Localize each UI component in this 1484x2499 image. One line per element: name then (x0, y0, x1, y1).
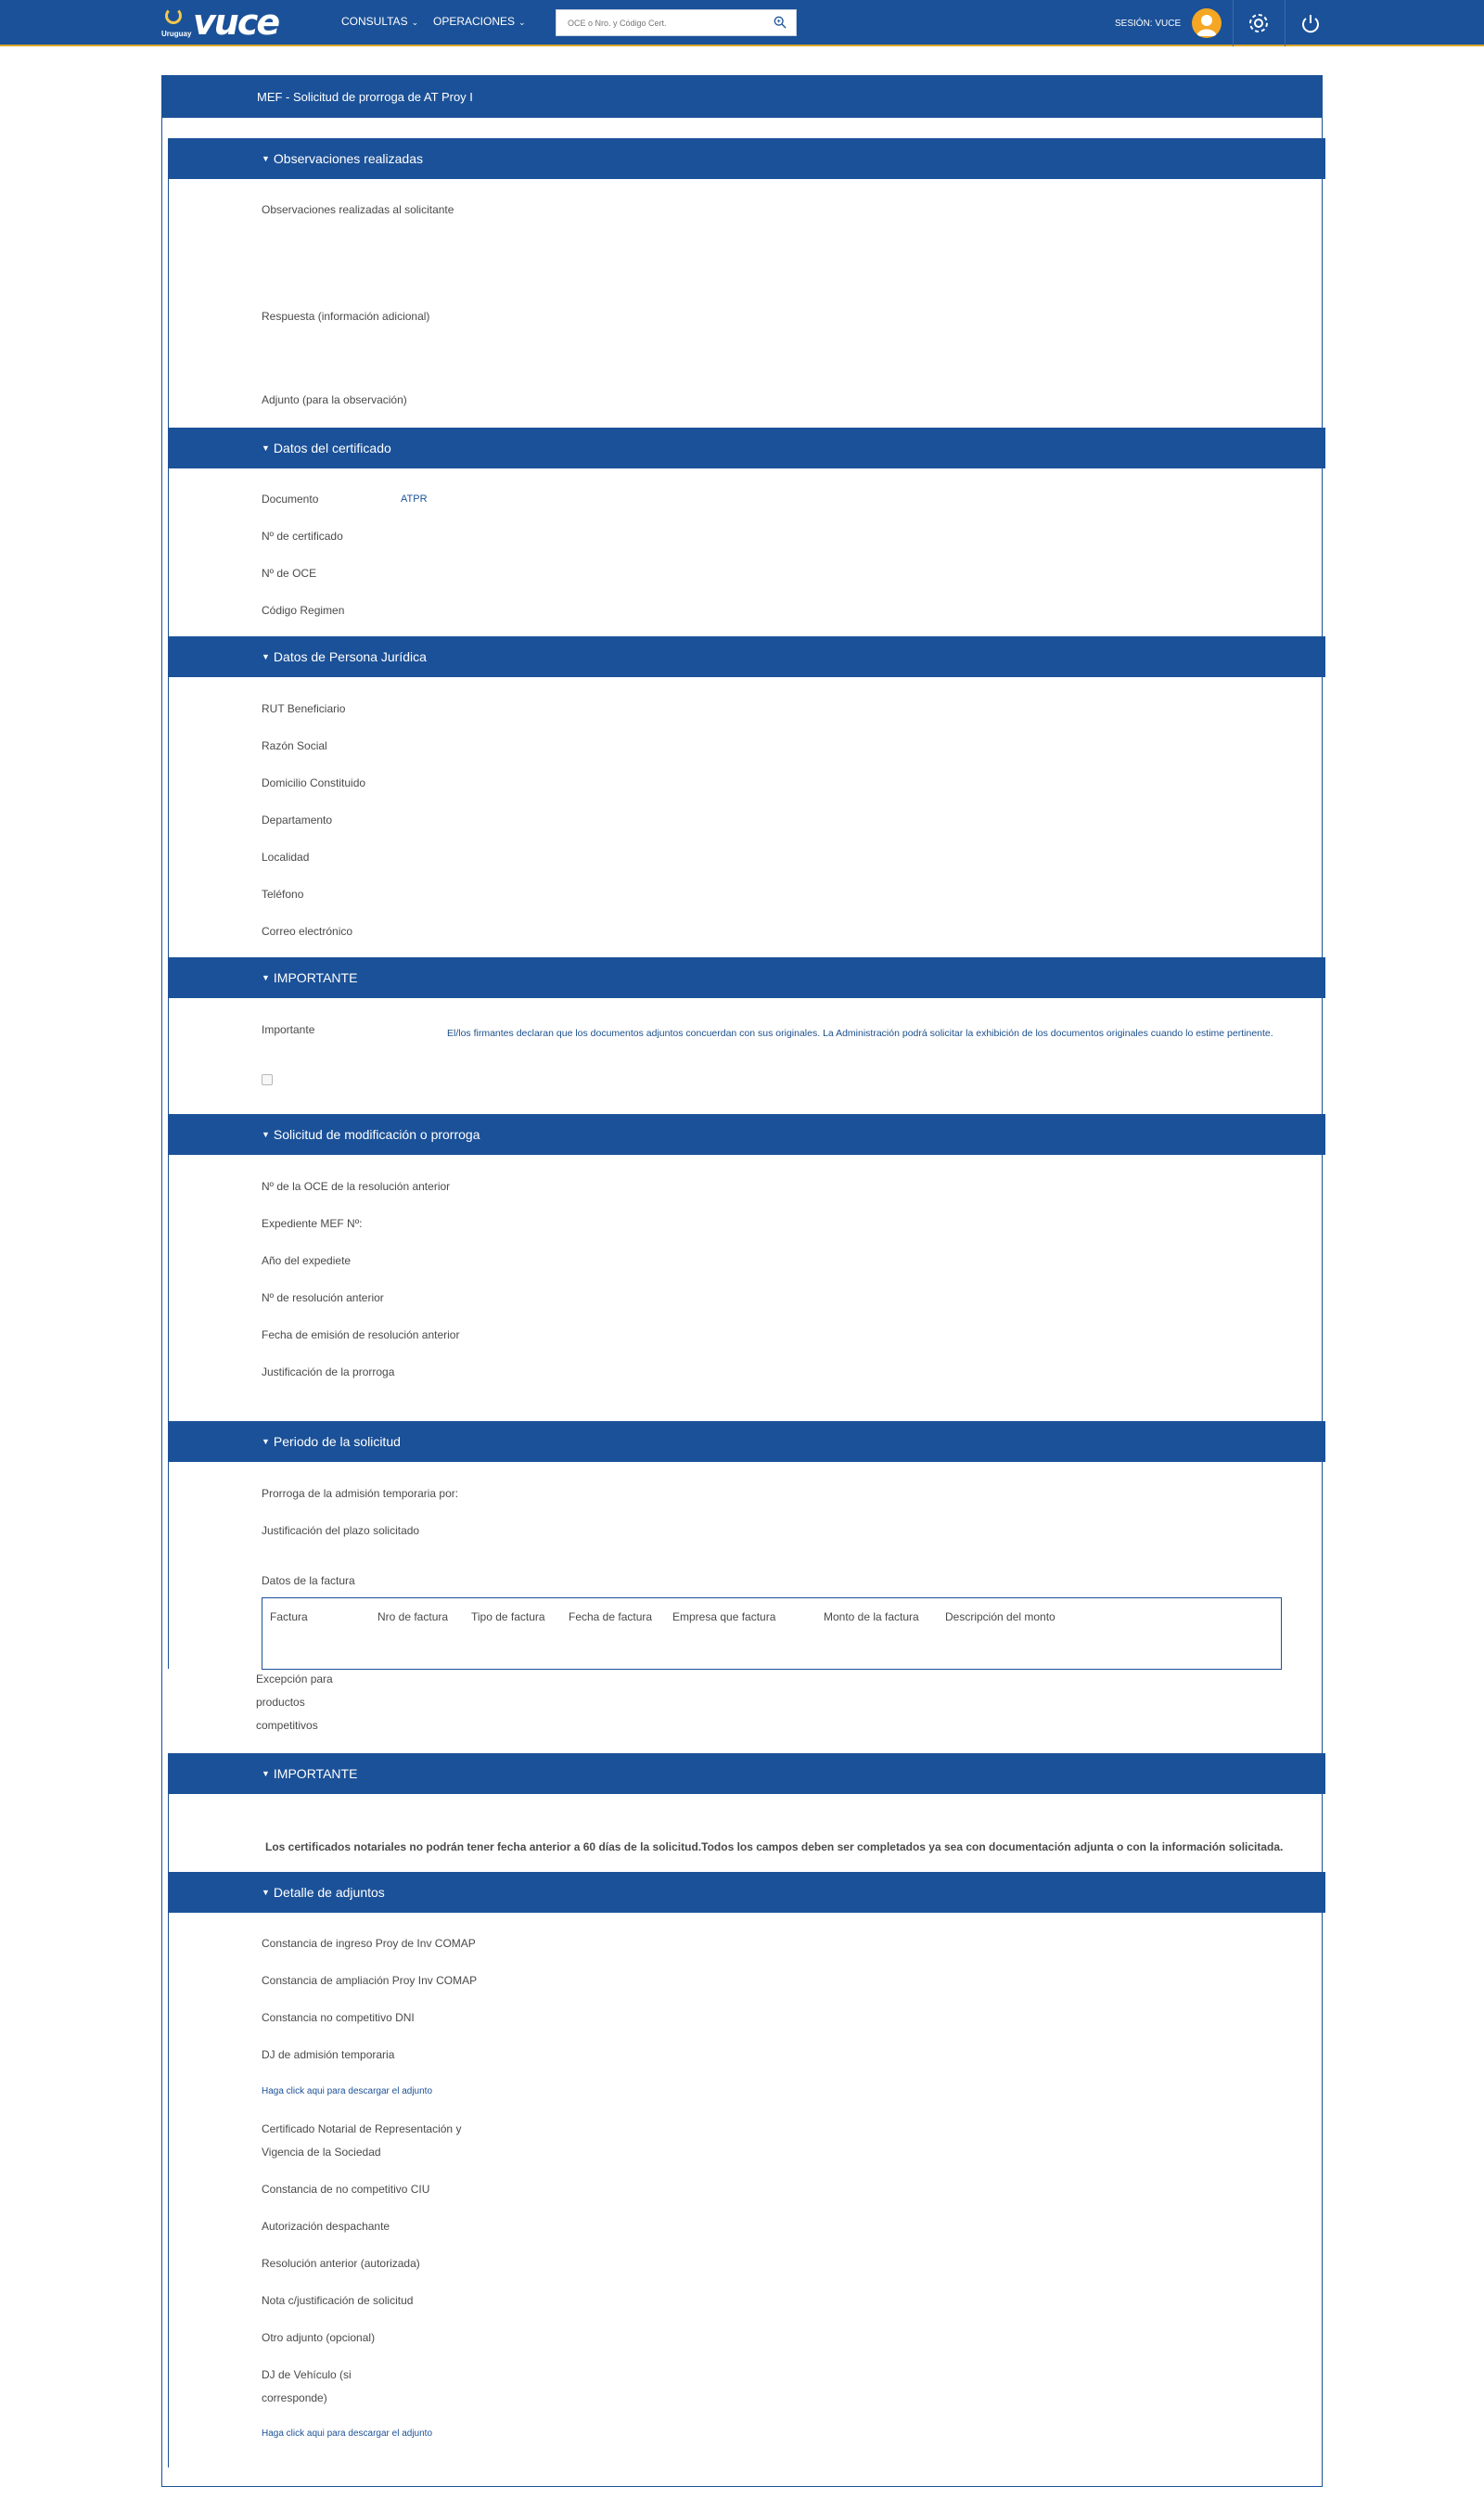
field-label: Documento (262, 493, 319, 506)
field-label: Justificación del plazo solicitado (262, 1524, 420, 1537)
section-title: IMPORTANTE (273, 970, 358, 985)
field-label: Año del expediete (262, 1254, 352, 1267)
field-label: Importante (262, 1023, 315, 1036)
sun-logo-icon (165, 7, 182, 24)
section-title: Detalle de adjuntos (273, 1885, 385, 1900)
inner-border-left-lower (168, 1753, 169, 2467)
vuce-logo[interactable] (158, 2, 297, 43)
nav-operaciones-label: OPERACIONES (433, 15, 516, 28)
attachment-label: Autorización despachante (262, 2220, 390, 2233)
attachment-label: Otro adjunto (opcional) (262, 2331, 376, 2344)
triangle-down-icon: ▼ (262, 154, 270, 163)
field-label: Expediente MEF Nº: (262, 1217, 363, 1230)
nav-operaciones[interactable] (433, 15, 526, 28)
nav-consultas-label: CONSULTAS (341, 15, 408, 28)
field-label: productos (256, 1696, 305, 1709)
attachment-label: Resolución anterior (autorizada) (262, 2257, 420, 2270)
search-icon[interactable] (774, 16, 787, 29)
field-label: Nº de OCE (262, 567, 317, 580)
attachment-label: DJ de Vehículo (si (262, 2368, 352, 2381)
table-header-cell: Fecha de factura (569, 1610, 653, 1623)
triangle-down-icon: ▼ (262, 1130, 270, 1139)
triangle-down-icon: ▼ (262, 1437, 270, 1446)
user-icon (1192, 8, 1222, 38)
section-observaciones-header[interactable] (169, 138, 1325, 179)
gear-icon[interactable] (1247, 11, 1271, 35)
user-avatar[interactable] (1192, 8, 1222, 38)
table-header-cell: Nro de factura (377, 1610, 449, 1623)
power-icon[interactable] (1298, 11, 1323, 35)
logo-wordmark: vuce (193, 2, 279, 43)
field-label: Nº de certificado (262, 530, 343, 543)
triangle-down-icon: ▼ (262, 1769, 270, 1778)
table-header-cell: Tipo de factura (471, 1610, 545, 1623)
download-attachment-link[interactable]: Haga click aqui para descargar el adjunto (262, 2086, 432, 2096)
attachment-label: Constancia de no competitivo CIU (262, 2183, 430, 2196)
field-label: Razón Social (262, 739, 327, 752)
field-label: RUT Beneficiario (262, 702, 346, 715)
attachment-label: Certificado Notarial de Representación y (262, 2122, 462, 2135)
triangle-down-icon: ▼ (262, 973, 270, 982)
field-label: Observaciones realizadas al solicitante (262, 203, 454, 216)
attachment-label: DJ de admisión temporaria (262, 2048, 395, 2061)
search-box (556, 9, 797, 36)
attachment-label: corresponde) (262, 2391, 327, 2404)
section-periodo-header[interactable] (169, 1421, 1325, 1462)
field-label: competitivos (256, 1719, 318, 1732)
section-importante2-header[interactable] (169, 1753, 1325, 1794)
attachment-label: Constancia de ingreso Proy de Inv COMAP (262, 1937, 476, 1950)
notarial-notice: Los certificados notariales no podrán tener fecha anterior a 60 días de la solicitud.Todos los campos deben ser completados ya sea con documentación adjunta o con la información solicitada. (265, 1840, 1284, 1853)
attachment-label: Constancia no competitivo DNI (262, 2011, 415, 2024)
section-title: Periodo de la solicitud (273, 1434, 401, 1449)
field-label: Excepción para (256, 1672, 333, 1685)
chevron-down-icon: ⌄ (411, 18, 419, 27)
section-title: Observaciones realizadas (273, 151, 424, 166)
field-label: Respuesta (información adicional) (262, 310, 430, 323)
attachment-label: Nota c/justificación de solicitud (262, 2294, 414, 2307)
triangle-down-icon: ▼ (262, 652, 270, 661)
field-label: Adjunto (para la observación) (262, 393, 407, 406)
section-title: Solicitud de modificación o prorroga (273, 1127, 480, 1142)
field-label: Fecha de emisión de resolución anterior (262, 1328, 460, 1341)
table-header-cell: Factura (270, 1610, 308, 1623)
page-title: MEF - Solicitud de prorroga de AT Proy I (162, 76, 1322, 118)
table-header-cell: Empresa que factura (672, 1610, 776, 1623)
field-label: Nº de la OCE de la resolución anterior (262, 1180, 451, 1193)
field-label: Departamento (262, 814, 333, 827)
field-label: Teléfono (262, 888, 304, 901)
section-title: Datos del certificado (273, 441, 391, 455)
section-adjuntos-header[interactable] (169, 1872, 1325, 1913)
accept-checkbox[interactable] (262, 1074, 273, 1085)
field-label: Datos de la factura (262, 1574, 355, 1587)
logo-country: Uruguay (161, 30, 192, 38)
section-title: Datos de Persona Jurídica (273, 649, 427, 664)
download-attachment-link[interactable]: Haga click aqui para descargar el adjunto (262, 2429, 432, 2439)
chevron-down-icon: ⌄ (518, 18, 526, 27)
section-title: IMPORTANTE (273, 1766, 358, 1781)
table-header-cell: Monto de la factura (824, 1610, 919, 1623)
field-label: Prorroga de la admisión temporaria por: (262, 1487, 459, 1500)
triangle-down-icon: ▼ (262, 1888, 270, 1897)
declaration-notice: El/los firmantes declaran que los documentos adjuntos concuerdan con sus originales. La Administración podrá solicitar la exhibición de los documentos originales cuando lo estime pertinente. (447, 1028, 1273, 1039)
table-header-cell: Descripción del monto (945, 1610, 1055, 1623)
field-label: Domicilio Constituido (262, 776, 366, 789)
field-label: Código Regimen (262, 604, 345, 617)
documento-value: ATPR (401, 493, 428, 505)
field-label: Justificación de la prorroga (262, 1365, 395, 1378)
field-label: Correo electrónico (262, 925, 353, 938)
attachment-label: Vigencia de la Sociedad (262, 2146, 381, 2159)
section-importante-header[interactable] (169, 957, 1325, 998)
section-modificacion-header[interactable] (169, 1114, 1325, 1155)
toolbar-divider (1233, 0, 1234, 46)
toolbar-divider (1285, 0, 1286, 46)
field-label: Localidad (262, 851, 310, 864)
top-navigation-bar (0, 0, 1484, 46)
invoice-table (262, 1597, 1282, 1670)
nav-consultas[interactable] (341, 15, 418, 28)
search-input[interactable] (556, 10, 761, 35)
session-label: SESIÓN: VUCE (1115, 19, 1182, 29)
section-certificado-header[interactable] (169, 428, 1325, 468)
attachment-label: Constancia de ampliación Proy Inv COMAP (262, 1974, 478, 1987)
triangle-down-icon: ▼ (262, 443, 270, 453)
field-label: Nº de resolución anterior (262, 1291, 384, 1304)
section-persona-header[interactable] (169, 636, 1325, 677)
